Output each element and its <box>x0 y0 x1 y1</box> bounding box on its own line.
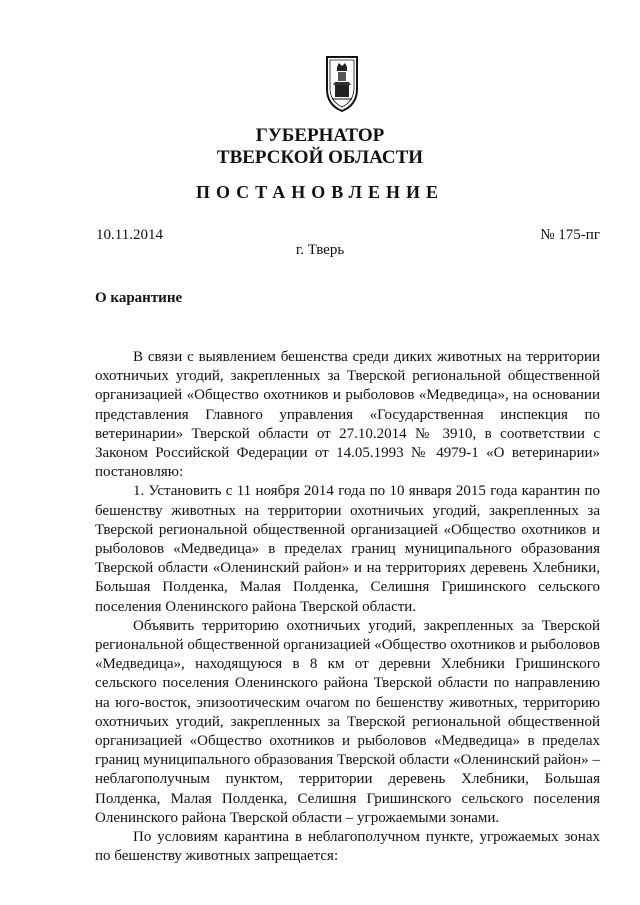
paragraph-declaration: Объявить территорию охотничьих угодий, закрепленных за Тверской региональной общественной организацией «Общество охотников и рыболовов «Медведица», находящуюся в 8 км от деревни Хлебники Гришинского сельского поселения Оленинского района Тверской области по направлению на юго-восток, эпизоотическим очагом по бешенству животных, территорию охотничьих угодий, закрепленных за Тверской региональной общественной организацией «Общество охотников и рыболовов «Медведица» в пределах границ муниципального образования Тверской области «Оленинский район» – неблагополучным пунктом, территории деревень Хлебники, Большая Полденка, Малая Полденка, Селишня Гришинского сельского поселения Оленинского района Тверской области – угрожаемыми зонами. <box>95 617 600 826</box>
document-city: г. Тверь <box>295 242 345 258</box>
document-date: 10.11.2014 <box>96 227 163 243</box>
paragraph-prohibitions-intro: По условиям карантина в неблагополучном пункте, угрожаемых зонах по бешенству животных запрещается: <box>95 829 600 865</box>
paragraph-clause-1: 1. Установить с 11 ноября 2014 года по 10 января 2015 года карантин по бешенству животных на территории охотничьих угодий, закрепленных за Тверской региональной общественной организацией «Общество охотников и рыболовов «Медведица» в пределах границ муниципального образования Тверской области «Оленинский район» и на территориях деревень Хлебники, Большая Полденка, Малая Полденка, Селишня Гришинского сельского поселения Оленинского района Тверской области. <box>95 483 600 615</box>
document-body <box>95 348 600 866</box>
issuer-title-line-2: ТВЕРСКОЙ ОБЛАСТИ <box>216 147 424 168</box>
document-subject: О карантине <box>95 290 183 306</box>
coat-of-arms-emblem <box>324 55 360 113</box>
document-type-title: ПОСТАНОВЛЕНИЕ <box>195 182 445 202</box>
paragraph-preamble: В связи с выявлением бешенства среди диких животных на территории охотничьих угодий, закрепленных за Тверской региональной общественной организацией «Общество охотников и рыболовов «Медведица», на основании представления Главного управления «Государственная инспекция по ветеринарии» Тверской области от 27.10.2014 № 3910, в соответствии с Законом Российской Федерации от 14.05.1993 № 4979-1 «О ветеринарии» постановляю: <box>95 349 600 481</box>
document-number: № 175-пг <box>540 227 600 243</box>
issuer-title-line-1: ГУБЕРНАТОР <box>255 125 385 146</box>
